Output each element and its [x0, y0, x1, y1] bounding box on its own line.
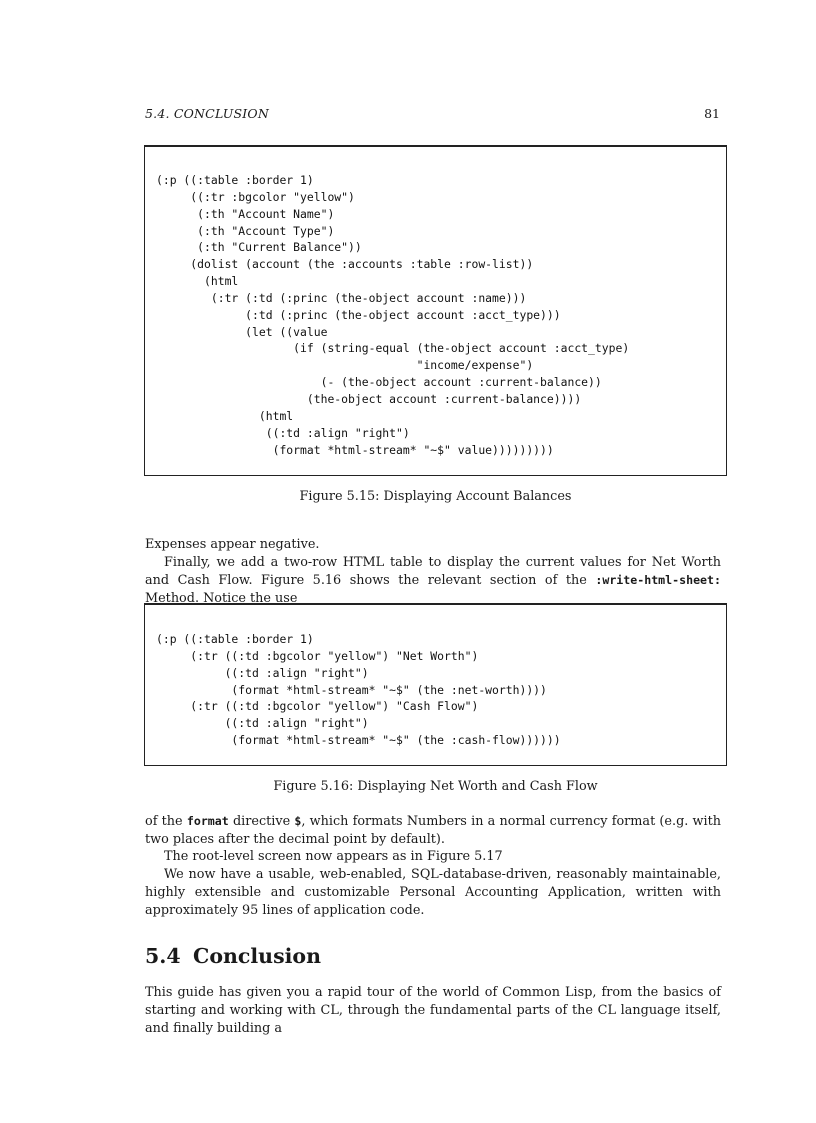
- inline-code-format: format: [186, 814, 229, 828]
- body-text-expenses: Expenses appear negative.: [145, 537, 320, 552]
- section-title: Conclusion: [193, 944, 321, 968]
- text-run: of the: [145, 814, 187, 829]
- figure-5-15-code-box: [144, 145, 727, 476]
- figure-5-15-code: (:p ((:table :border 1) ((:tr :bgcolor "yellow") (:th "Account Name") (:th "Account Type") (:th "Current Balance")) (dolist (account (the :accounts :table :row-list)) (html (:tr (:td (:princ (the-object account :name))) (:td (:princ (the-object account :acct_type))) (let ((value (if (string-equal (the-object account :acct_type) "income/expense") (- (the-object account :current-balance)) (the-object account :current-balance)))) (html ((:td :align "right") (format *html-stream* "~$" value))))))))): [156, 173, 630, 457]
- inline-code-write-html-sheet: :write-html-sheet:: [595, 572, 721, 587]
- body-text-usable-application: We now have a usable, web-enabled, SQL-database-driven, reasonably maintainable, highly extensible and customizable Personal Accounting Application, written with approximately 95 lines of application code.: [145, 867, 721, 918]
- figure-5-16-code: (:p ((:table :border 1) (:tr ((:td :bgcolor "yellow") "Net Worth") ((:td :align "right") (format *html-stream* "~$" (the :net-worth)))) (:tr ((:td :bgcolor "yellow") "Cash Flow") ((:td :align "right") (format *html-stream* "~$" (the :cash-flow)))))): [156, 632, 561, 748]
- body-text-root-level: The root-level screen now appears as in Figure 5.17: [164, 849, 503, 864]
- body-text-format-directive: [145, 813, 721, 849]
- figure-5-15-caption: Figure 5.15: Displaying Account Balances: [299, 489, 572, 504]
- running-head-section: 5.4. CONCLUSION: [145, 106, 269, 121]
- inline-code-dollar: $: [294, 814, 302, 828]
- text-run: , which formats Numbers in a normal currency format (e.g. with two places after the decimal point by default).: [145, 814, 721, 847]
- running-head: [145, 106, 720, 121]
- text-run: directive: [228, 814, 295, 829]
- page-number: 81: [704, 106, 720, 121]
- body-text-conclusion: This guide has given you a rapid tour of the world of Common Lisp, from the basics of starting and working with CL, through the fundamental parts of the CL language itself, and finally building a: [145, 985, 721, 1036]
- section-heading-conclusion: [145, 944, 321, 968]
- text-run: Finally, we add a two-row HTML table to display the current values for Net Worth and Cash Flow. Figure 5.16 shows the relevant section of the: [145, 555, 721, 588]
- section-number: 5.4: [145, 944, 181, 968]
- figure-5-16-caption: Figure 5.16: Displaying Net Worth and Cash Flow: [273, 779, 598, 794]
- figure-5-16-code-box: [144, 603, 727, 766]
- body-text-net-worth-paragraph: [145, 554, 721, 607]
- text-run: Method. Notice the use: [145, 590, 298, 606]
